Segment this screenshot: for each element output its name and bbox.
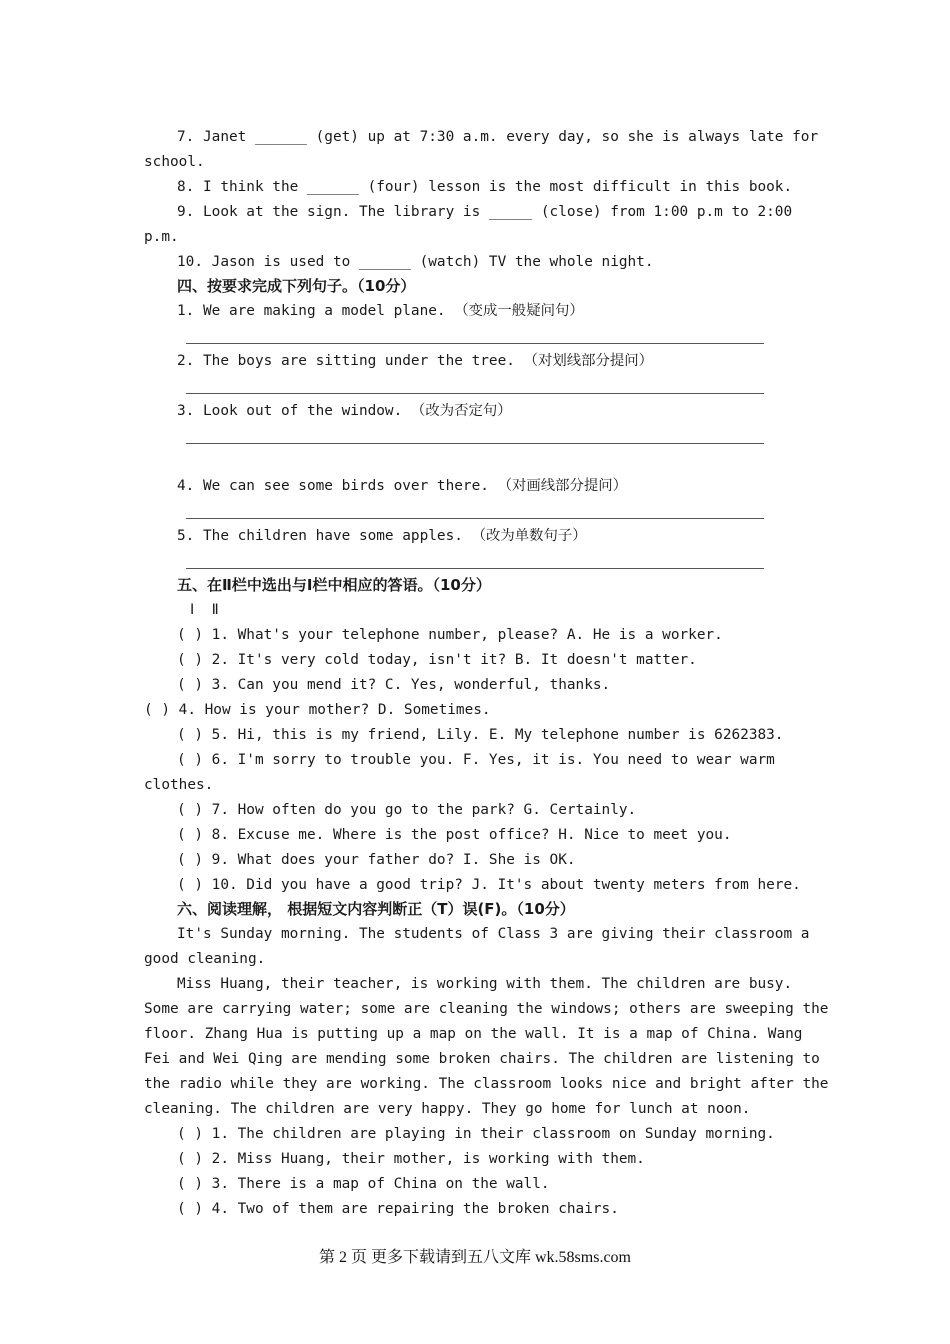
- passage-line-7: the radio while they are working. The classroom looks nice and bright after the: [144, 1076, 829, 1092]
- passage-line-8: cleaning. The children are very happy. They go home for lunch at noon.: [144, 1101, 751, 1117]
- s4-item-5: 5. The children have some apples. （改为单数句子）: [177, 528, 587, 544]
- s5-item-4: ( ) 4. How is your mother? D. Sometimes.: [144, 702, 491, 718]
- s5-item-3: ( ) 3. Can you mend it? C. Yes, wonderful, thanks.: [177, 677, 611, 693]
- s4-item-1: 1. We are making a model plane. （变成一般疑问句）: [177, 303, 584, 319]
- q3-item-8: 8. I think the ______ (four) lesson is the most difficult in this book.: [177, 179, 793, 195]
- s4-item-2: 2. The boys are sitting under the tree. （对划线部分提问）: [177, 353, 654, 369]
- s4-item-4: 4. We can see some birds over there. （对画线部分提问）: [177, 478, 628, 494]
- answer-line-1: [186, 343, 764, 344]
- q3-item-10: 10. Jason is used to ______ (watch) TV the whole night.: [177, 254, 654, 270]
- q3-item-9: 9. Look at the sign. The library is _____ (close) from 1:00 p.m to 2:00: [177, 204, 793, 220]
- q3-item-7-cont: school.: [144, 154, 205, 170]
- passage-line-2: good cleaning.: [144, 951, 266, 967]
- s5-item-6-cont: clothes.: [144, 777, 214, 793]
- s5-item-6: ( ) 6. I'm sorry to trouble you. F. Yes, it is. You need to wear warm: [177, 752, 775, 768]
- s6-question-4: ( ) 4. Two of them are repairing the broken chairs.: [177, 1201, 619, 1217]
- answer-line-3: [186, 443, 764, 444]
- s5-column-headers: Ⅰ Ⅱ: [190, 602, 219, 618]
- s6-question-1: ( ) 1. The children are playing in their classroom on Sunday morning.: [177, 1126, 775, 1142]
- s4-item-3: 3. Look out of the window. （改为否定句）: [177, 403, 512, 419]
- section5-title: 五、在Ⅱ栏中选出与Ⅰ栏中相应的答语。（10分）: [177, 576, 491, 594]
- s6-question-2: ( ) 2. Miss Huang, their mother, is working with them.: [177, 1151, 645, 1167]
- passage-line-5: floor. Zhang Hua is putting up a map on the wall. It is a map of China. Wang: [144, 1026, 803, 1042]
- passage-line-3: Miss Huang, their teacher, is working with them. The children are busy.: [177, 976, 793, 992]
- passage-line-4: Some are carrying water; some are cleaning the windows; others are sweeping the: [144, 1001, 829, 1017]
- section4-title: 四、按要求完成下列句子。（10分）: [177, 277, 416, 295]
- s5-item-8: ( ) 8. Excuse me. Where is the post office? H. Nice to meet you.: [177, 827, 732, 843]
- passage-line-1: It's Sunday morning. The students of Class 3 are giving their classroom a: [177, 926, 810, 942]
- answer-line-2: [186, 393, 764, 394]
- s5-item-1: ( ) 1. What's your telephone number, please? A. He is a worker.: [177, 627, 723, 643]
- passage-line-6: Fei and Wei Qing are mending some broken chairs. The children are listening to: [144, 1051, 820, 1067]
- q3-item-9-cont: p.m.: [144, 229, 179, 245]
- answer-line-5: [186, 568, 764, 569]
- q3-item-7: 7. Janet ______ (get) up at 7:30 a.m. every day, so she is always late for: [177, 129, 819, 145]
- s6-question-3: ( ) 3. There is a map of China on the wall.: [177, 1176, 550, 1192]
- s5-item-10: ( ) 10. Did you have a good trip? J. It's about twenty meters from here.: [177, 877, 801, 893]
- s5-item-2: ( ) 2. It's very cold today, isn't it? B. It doesn't matter.: [177, 652, 697, 668]
- s5-item-9: ( ) 9. What does your father do? I. She is OK.: [177, 852, 576, 868]
- answer-line-4: [186, 518, 764, 519]
- section6-title: 六、阅读理解， 根据短文内容判断正（T）误(F)。（10分）: [177, 900, 575, 918]
- s5-item-7: ( ) 7. How often do you go to the park? G. Certainly.: [177, 802, 637, 818]
- page-footer: 第 2 页 更多下载请到五八文库 wk.58sms.com: [318, 1249, 631, 1266]
- s5-item-5: ( ) 5. Hi, this is my friend, Lily. E. My telephone number is 6262383.: [177, 727, 784, 743]
